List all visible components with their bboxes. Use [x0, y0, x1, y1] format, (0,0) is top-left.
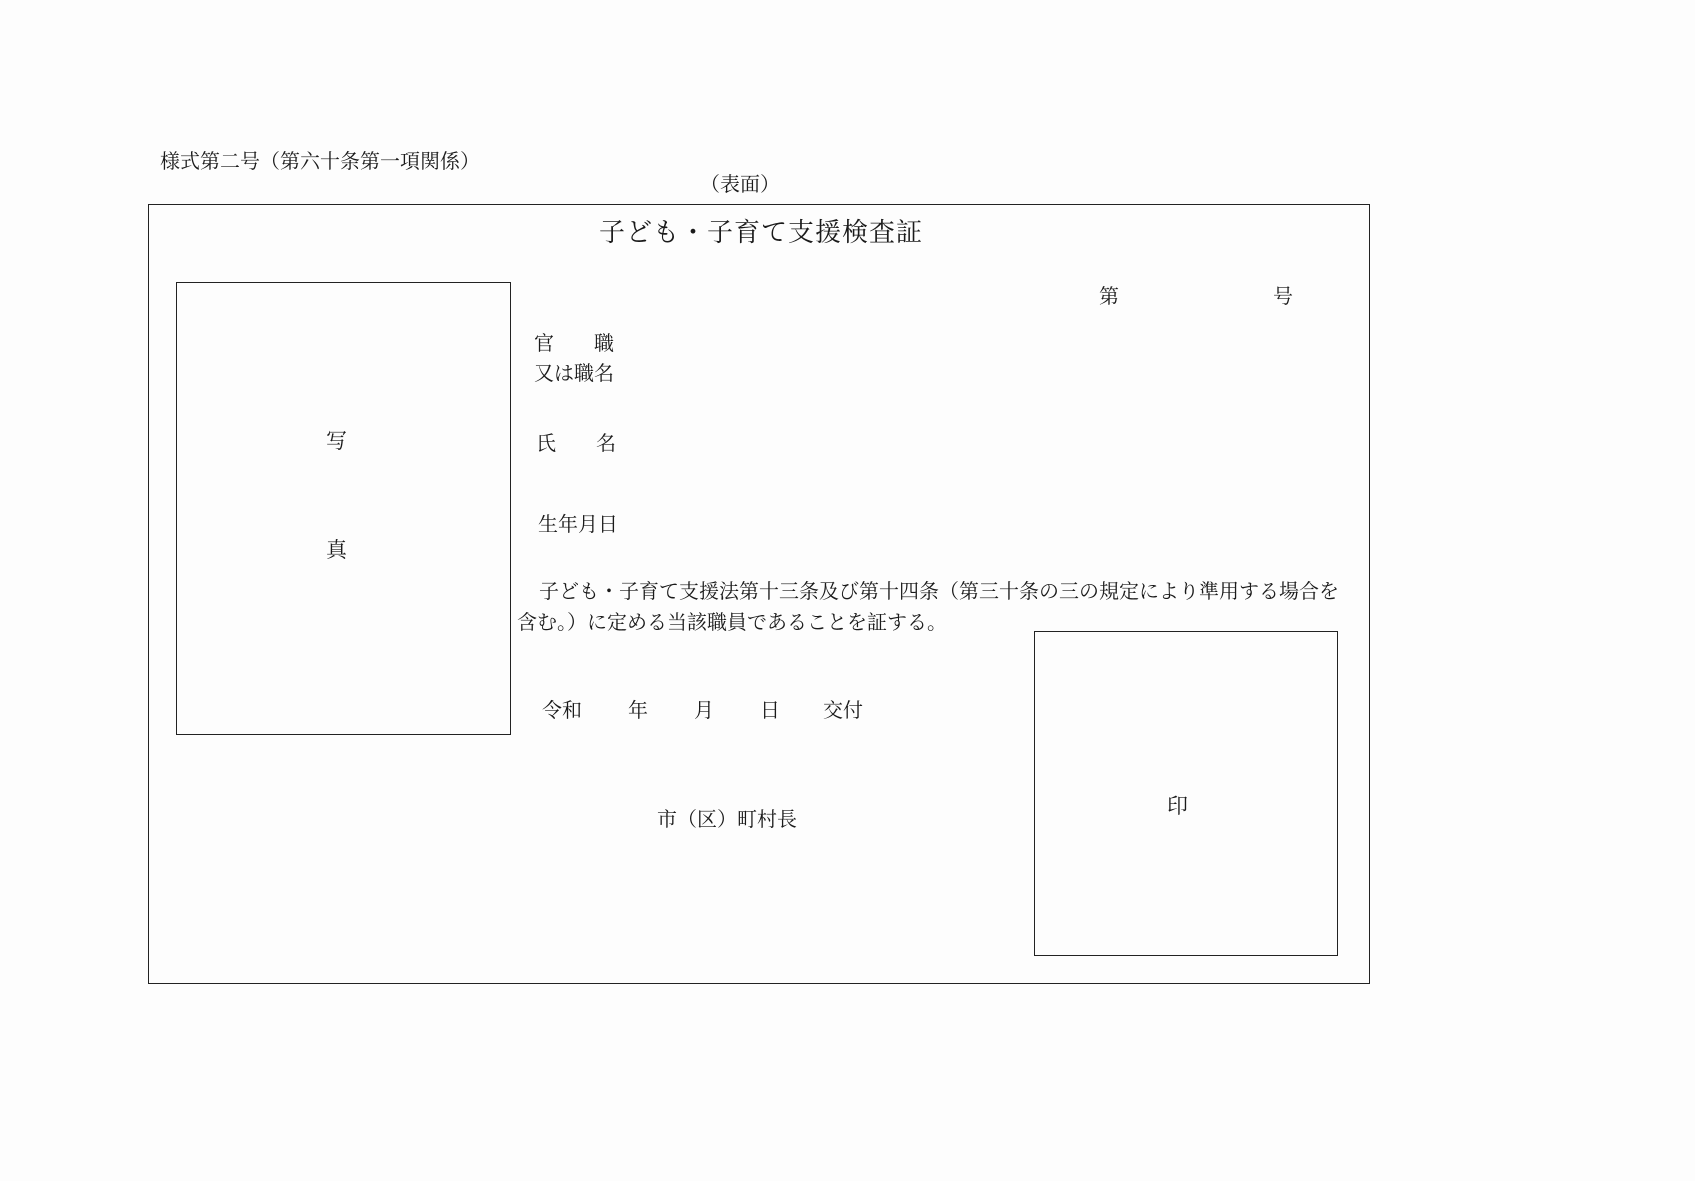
side-label: （表面）: [700, 172, 780, 196]
birthdate-label: 生年月日: [538, 512, 618, 536]
issued-label: 交付: [823, 698, 863, 722]
issue-day: 日: [760, 698, 780, 722]
photo-char-bottom: 真: [326, 538, 347, 562]
card-title: 子ども・子育て支援検査証: [599, 218, 924, 248]
issue-month: 月: [694, 698, 714, 722]
number-prefix: 第: [1099, 284, 1119, 308]
seal-label: 印: [1167, 794, 1188, 818]
official-title-label-line2: 又は職名: [534, 361, 614, 385]
name-label: 氏 名: [536, 431, 616, 455]
issue-year: 年: [628, 698, 648, 722]
official-title-label-line1: 官 職: [534, 331, 614, 355]
certification-statement: 子ども・子育て支援法第十三条及び第十四条（第三十条の三の規定により準用する場合を含む。）に定める当該職員であることを証する。: [517, 579, 1339, 634]
photo-box: [176, 282, 511, 735]
issuer-label: 市（区）町村長: [657, 807, 797, 831]
number-suffix: 号: [1273, 284, 1293, 308]
issue-era: 令和: [542, 698, 582, 722]
photo-char-top: 写: [326, 429, 347, 453]
form-label: 様式第二号（第六十条第一項関係）: [160, 149, 480, 173]
